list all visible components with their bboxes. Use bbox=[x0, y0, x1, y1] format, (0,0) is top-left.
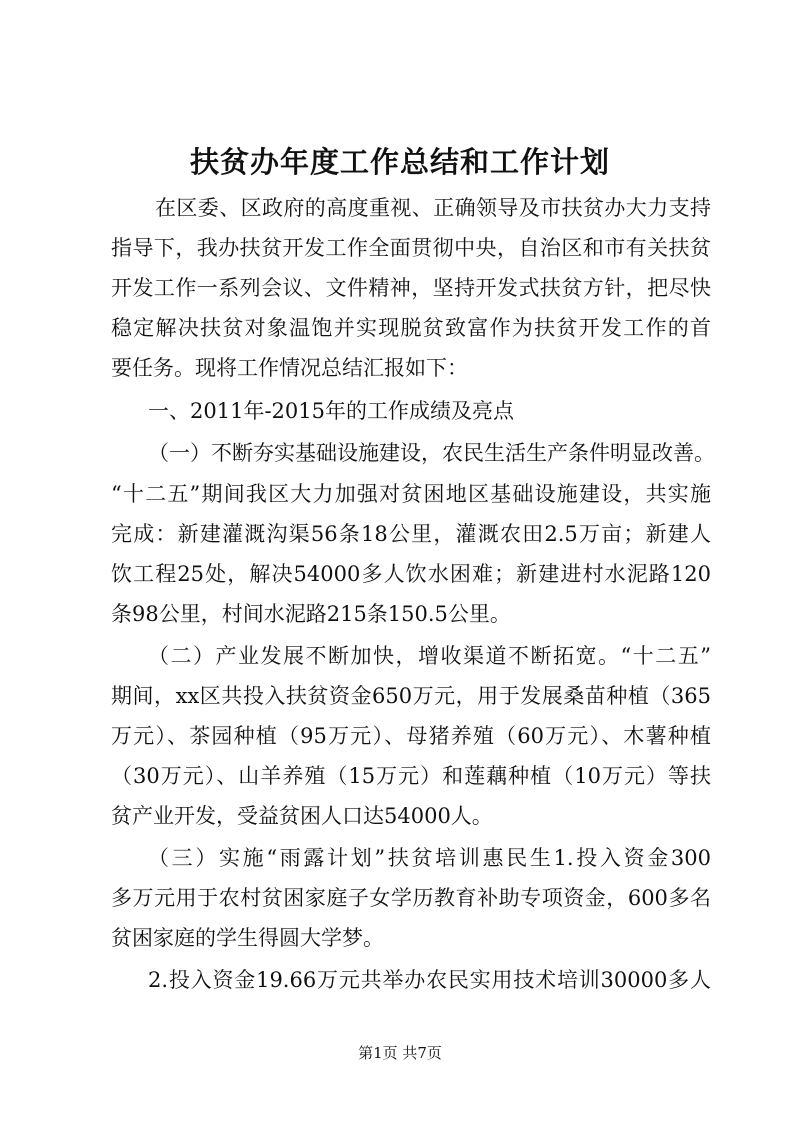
paragraph-line: 条98公里，村间水泥路215条150.5公里。 bbox=[111, 602, 511, 626]
paragraph-line: 指导下，我办扶贫开发工作全面贯彻中央，自治区和市有关扶贫 bbox=[111, 236, 711, 260]
paragraph-line: （二）产业发展不断加快，增收渠道不断拓宽。“十二五” bbox=[148, 644, 711, 668]
paragraph-line: 稳定解决扶贫对象温饱并实现脱贫致富作为扶贫开发工作的首 bbox=[111, 316, 711, 340]
paragraph-line: 饮工程25处，解决54000多人饮水困难；新建进村水泥路120 bbox=[111, 562, 711, 586]
paragraph-line: （一）不断夯实基础设施建设，农民生活生产条件明显改善。 bbox=[148, 441, 715, 465]
paragraph-line: （30万元）、山羊养殖（15万元）和莲藕种植（10万元）等扶 bbox=[111, 764, 711, 788]
paragraph-line: 万元）、茶园种植（95万元）、母猪养殖（60万元）、木薯种植 bbox=[111, 724, 711, 748]
paragraph-line: “十二五”期间我区大力加强对贫困地区基础设施建设，共实施 bbox=[111, 482, 711, 506]
paragraph-line: 开发工作一系列会议、文件精神，坚持开发式扶贫方针，把尽快 bbox=[111, 276, 711, 300]
paragraph-line: 在区委、区政府的高度重视、正确领导及市扶贫办大力支持 bbox=[155, 196, 711, 220]
paragraph-line: 贫产业开发，受益贫困人口达54000人。 bbox=[111, 804, 493, 828]
section-heading: 一、2011年-2015年的工作成绩及亮点 bbox=[148, 399, 514, 423]
paragraph-line: 贫困家庭的学生得圆大学梦。 bbox=[111, 926, 384, 950]
paragraph-line: 完成：新建灌溉沟渠56条18公里，灌溉农田2.5万亩；新建人 bbox=[111, 522, 711, 546]
paragraph-line: 多万元用于农村贫困家庭子女学历教育补助专项资金，600多名 bbox=[111, 886, 711, 910]
document-title: 扶贫办年度工作总结和工作计划 bbox=[189, 145, 610, 179]
paragraph-line: （三）实施“雨露计划”扶贫培训惠民生1.投入资金300 bbox=[148, 846, 711, 870]
page-number-footer: 第1页 共7页 bbox=[358, 1044, 442, 1062]
paragraph-line: 期间，xx区共投入扶贫资金650万元，用于发展桑苗种植（365 bbox=[111, 684, 711, 708]
paragraph-line: 要任务。现将工作情况总结汇报如下： bbox=[111, 356, 468, 380]
paragraph-line: 2.投入资金19.66万元共举办农民实用技术培训30000多人 bbox=[148, 968, 711, 992]
